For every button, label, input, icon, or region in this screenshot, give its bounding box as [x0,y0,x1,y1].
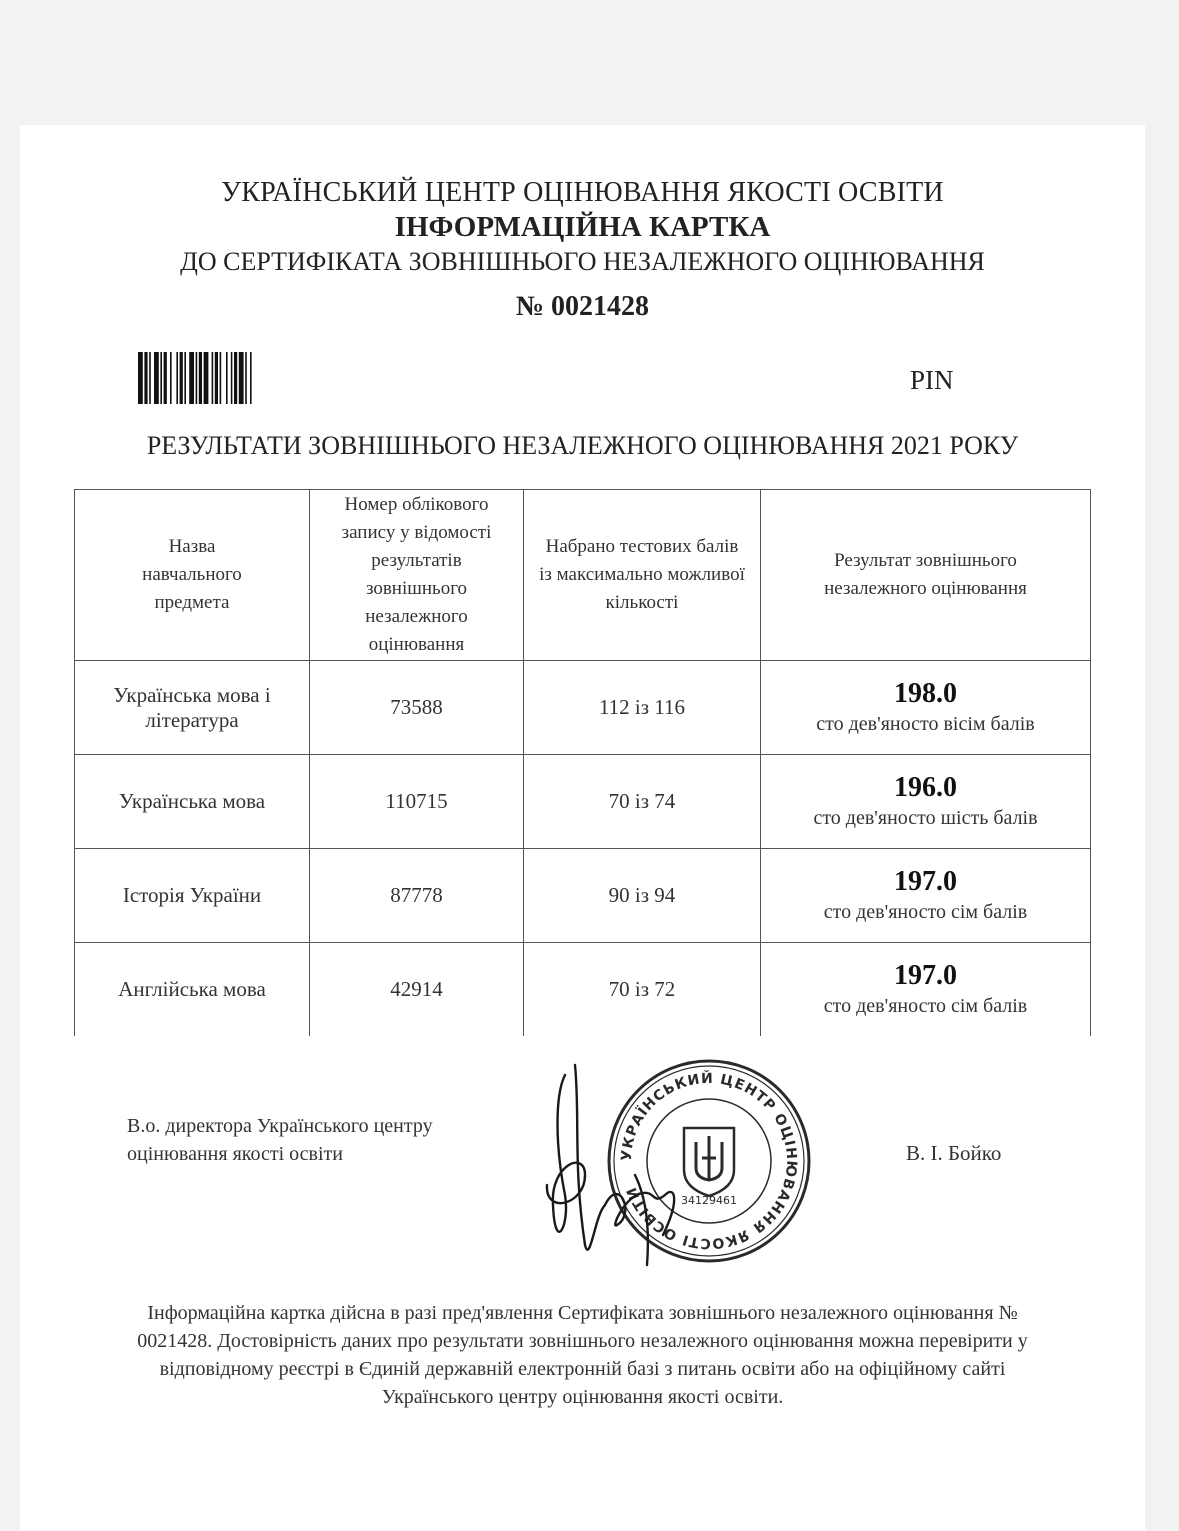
barcode-bar [149,352,151,404]
subject-cell: Англійська мова [75,943,310,1037]
result-cell [761,755,1091,849]
record-cell: 87778 [310,849,524,943]
barcode-bar [176,352,178,404]
seal-code: 34129461 [681,1194,737,1207]
table-row [75,755,1091,849]
barcode-bar [231,352,233,404]
signatory-title: В.о. директора Українського центру оцінювання якості освіти [127,1115,433,1165]
barcode-bar [184,352,186,404]
record-cell: 42914 [310,943,524,1037]
column-header-points: Набрано тестових балів із максимально можливої кількості [524,490,761,661]
score-words: сто дев'яносто вісім балів [816,712,1035,735]
barcode-bar [226,352,228,404]
barcode-bar [180,352,183,404]
barcode-bar [245,352,247,404]
subject-cell: Українська мова [75,755,310,849]
score-words: сто дев'яносто сім балів [823,994,1028,1017]
results-title: РЕЗУЛЬТАТИ ЗОВНІШНЬОГО НЕЗАЛЕЖНОГО ОЦІНЮВАННЯ 2021 РОКУ [146,431,1019,460]
record-cell: 73588 [310,661,524,755]
points-cell: 70 із 74 [524,755,761,849]
barcode-bar [204,352,209,404]
certificate-page [20,125,1145,1531]
points-cell: 112 із 116 [524,661,761,755]
points-cell: 90 із 94 [524,849,761,943]
result-cell [761,661,1091,755]
table-row [75,661,1091,755]
points-cell: 70 із 72 [524,943,761,1037]
barcode-bar [234,352,237,404]
barcode-bar [189,352,194,404]
column-header-record: Номер облікового запису у відомості результатів зовнішнього незалежного оцінювання [310,490,524,661]
card-subtitle: ДО СЕРТИФІКАТА ЗОВНІШНЬОГО НЕЗАЛЕЖНОГО ОЦІНЮВАННЯ [180,247,985,276]
barcode-bar [144,352,147,404]
barcode-bar [196,352,198,404]
column-header-subject: Назва навчального предмета [75,490,310,661]
barcode-bar [160,352,162,404]
footnote: Інформаційна картка дійсна в разі пред'явлення Сертифіката зовнішнього незалежного оцінювання № 0021428. Достовірність даних про результати зовнішнього незалежного оцінювання можна перевірити у відповідному реєстрі в Єдиній державній електронній базі з питань освіти або на офіційному сайті Українського центру оцінювання якості освіти. [137,1302,1028,1408]
card-title: ІНФОРМАЦІЙНА КАРТКА [394,211,771,243]
result-cell [761,849,1091,943]
subject-cell: Українська мова і література [75,661,310,755]
score-value: 198.0 [894,677,957,709]
organization-name: УКРАЇНСЬКИЙ ЦЕНТР ОЦІНЮВАННЯ ЯКОСТІ ОСВІТИ [221,177,944,208]
barcode-bar [220,352,222,404]
score-value: 196.0 [894,771,957,803]
record-cell: 110715 [310,755,524,849]
table-row [75,849,1091,943]
subject-cell: Історія України [75,849,310,943]
barcode-bar [138,352,143,404]
barcode-bar [154,352,159,404]
score-value: 197.0 [894,865,957,897]
score-value: 197.0 [894,959,957,991]
score-words: сто дев'яносто сім балів [823,900,1028,923]
barcode-bar [170,352,172,404]
barcode-bar [212,352,214,404]
result-cell [761,943,1091,1037]
table-row [75,943,1091,1037]
column-header-result: Результат зовнішнього незалежного оцінювання [761,490,1091,661]
signatory-name: В. І. Бойко [906,1141,1002,1165]
seal-text: УКРАЇНСЬКИЙ ЦЕНТР ОЦІНЮВАННЯ ЯКОСТІ ОСВІТИ [618,1070,800,1252]
table-header-row [75,490,1091,661]
results-table [74,489,1091,1036]
barcode-bar [239,352,244,404]
barcode-bar [164,352,167,404]
pin-label: PIN [910,365,954,395]
barcode [138,352,334,404]
barcode-bar [215,352,218,404]
score-words: сто дев'яносто шість балів [813,806,1038,829]
handwritten-signature [525,1055,695,1275]
certificate-number: № 0021428 [515,291,650,322]
barcode-bar [250,352,252,404]
barcode-bar [199,352,202,404]
